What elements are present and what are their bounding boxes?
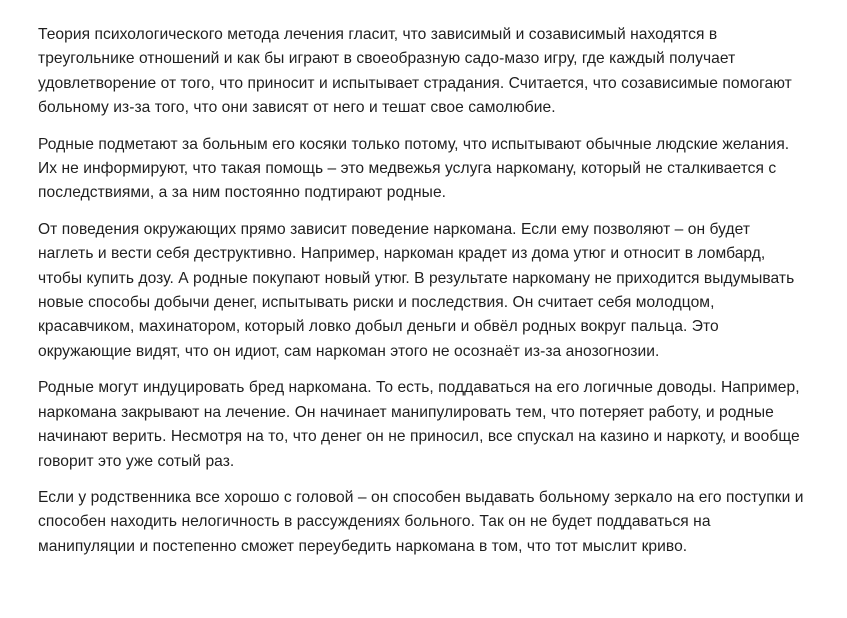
paragraph-4: Родные могут индуцировать бред наркомана. То есть, поддаваться на его логичные доводы. Например, наркомана закрывают на лечение. Он начинает манипулировать тем, что потеряет работу, и родные начинают верить. Несмотря на то, что денег он не приносил, все спускал на казино и наркоту, и вообще говорит это уже сотый раз. xyxy=(38,379,800,470)
paragraph-1: Теория психологического метода лечения гласит, что зависимый и созависимый находятся в треугольнике отношений и как бы играют в своеобразную садо-мазо игру, где каждый получает удовлетворение от того, что приносит и испытывает страдания. Считается, что созависимые помогают больному из-за того, что они зависят от него и тешат свое самолюбие. xyxy=(38,26,792,117)
paragraph-3: От поведения окружающих прямо зависит поведение наркомана. Если ему позволяют – он будет наглеть и вести себя деструктивно. Например, наркоман крадет из дома утюг и относит в ломбард, чтобы купить дозу. А родные покупают новый утюг. В результате наркоману не приходится выдумывать новые способы добычи денег, испытывать риски и последствия. Он считает себя молодцом, красавчиком, махинатором, который ловко добыл деньги и обвёл родных вокруг пальца. Это окружающие видят, что он идиот, сам наркоман этого не осознаёт из-за анозогнозии. xyxy=(38,220,795,360)
paragraph-2: Родные подметают за больным его косяки только потому, что испытывают обычные людские желания. Их не информируют, что такая помощь – это медвежья услуга наркоману, который не сталкивается с последствиями, а за ним постоянно подтирают родные. xyxy=(38,135,790,202)
paragraph-5: Если у родственника все хорошо с головой – он способен выдавать больному зеркало на его поступки и способен находить нелогичность в рассуждениях больного. Так он не будет поддаваться на манипуляции и постепенно сможет переубедить наркомана в том, что тот мыслит криво. xyxy=(38,488,804,555)
